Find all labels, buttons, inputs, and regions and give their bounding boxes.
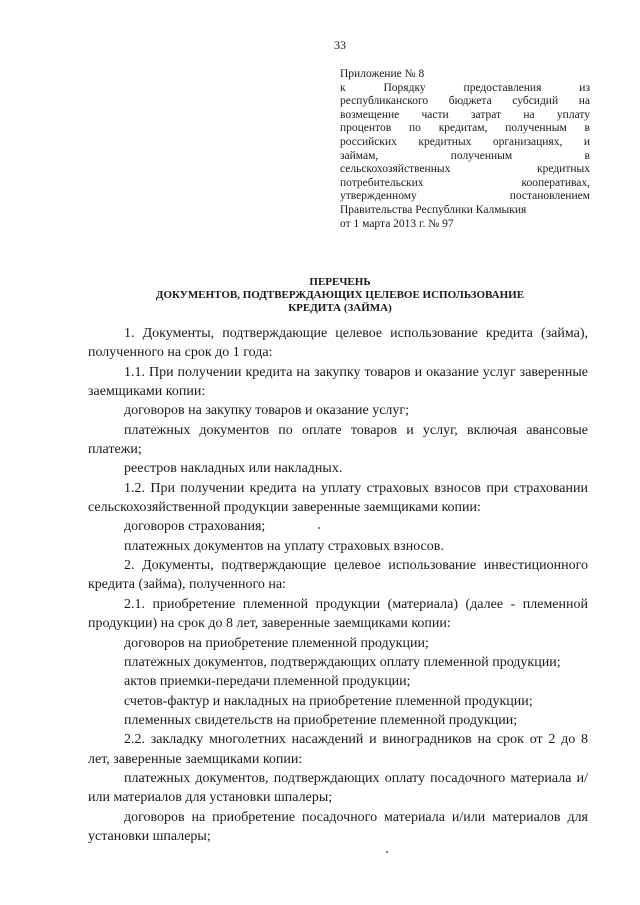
appendix-line: к Порядку предоставления из bbox=[340, 81, 590, 94]
paragraph: 1.2. При получении кредита на уплату страховых взносов при страховании сельскохозяйственной продукции заверенные заемщиками копии: bbox=[88, 480, 588, 516]
paragraph: 1. Документы, подтверждающие целевое использование кредита (займа), полученного на срок до 1 года: bbox=[88, 326, 588, 361]
paragraph: платежных документов, подтверждающих оплату посадочного материала и/или материалов для установки шпалеры; bbox=[88, 770, 588, 806]
document-body bbox=[88, 324, 588, 846]
paragraph: договоров на закупку товаров и оказание услуг; bbox=[124, 403, 410, 419]
appendix-line: Правительства Республики Калмыкия bbox=[340, 203, 527, 216]
paragraph: договоров страхования; bbox=[124, 519, 266, 535]
page-number: 33 bbox=[334, 38, 346, 52]
title-line: ДОКУМЕНТОВ, ПОДТВЕРЖДАЮЩИХ ЦЕЛЕВОЕ ИСПОЛЬЗОВАНИЕ bbox=[155, 289, 525, 301]
document-title bbox=[110, 276, 570, 315]
paragraph: племенных свидетельств на приобретение племенной продукции; bbox=[124, 712, 518, 728]
paragraph: платежных документов по оплате товаров и услуг, включая авансовые платежи; bbox=[88, 422, 588, 458]
paragraph: договоров на приобретение посадочного материала и/или материалов для установки шпалеры; bbox=[88, 809, 588, 844]
appendix-line: Приложение № 8 bbox=[340, 68, 425, 80]
scan-speck bbox=[386, 851, 388, 853]
paragraph: 2.2. закладку многолетних насаждений и виноградников на срок от 2 до 8 лет, заверенные заемщиками копии: bbox=[88, 732, 588, 767]
appendix-line: сельскохозяйственных кредитных bbox=[340, 163, 590, 176]
paragraph: 2. Документы, подтверждающие целевое использование инвестиционного кредита (займа), полученного на: bbox=[88, 558, 588, 593]
scan-speck bbox=[318, 527, 320, 529]
appendix-line: процентов по кредитам, полученным в bbox=[340, 122, 590, 135]
paragraph: 2.1. приобретение племенной продукции (материала) (далее - племенной продукции) на срок до 8 лет, заверенные заемщиками копии: bbox=[88, 596, 588, 632]
appendix-header bbox=[340, 68, 590, 231]
title-line: КРЕДИТА (ЗАЙМА) bbox=[288, 302, 392, 314]
paragraph: платежных документов на уплату страховых взносов. bbox=[124, 538, 444, 554]
appendix-line: займам, полученным в bbox=[340, 149, 590, 162]
paragraph: 1.1. При получении кредита на закупку товаров и оказание услуг заверенные заемщиками копии: bbox=[88, 364, 588, 400]
paragraph: актов приемки-передачи племенной продукции; bbox=[124, 674, 411, 690]
paragraph: платежных документов, подтверждающих оплату племенной продукции; bbox=[124, 654, 561, 670]
appendix-line: потребительских кооперативах, bbox=[340, 176, 590, 189]
appendix-line: российских кредитных организациях, и bbox=[340, 135, 590, 148]
appendix-line: республиканского бюджета субсидий на bbox=[340, 95, 590, 108]
paragraph: договоров на приобретение племенной продукции; bbox=[124, 635, 429, 651]
appendix-line: возмещение части затрат на уплату bbox=[340, 108, 590, 121]
paragraph: счетов-фактур и накладных на приобретение племенной продукции; bbox=[124, 693, 533, 709]
title-line: ПЕРЕЧЕНЬ bbox=[309, 276, 371, 288]
paragraph: реестров накладных или накладных. bbox=[124, 461, 343, 477]
appendix-line: утвержденному постановлением bbox=[340, 190, 590, 203]
appendix-line: от 1 марта 2013 г. № 97 bbox=[340, 217, 454, 230]
